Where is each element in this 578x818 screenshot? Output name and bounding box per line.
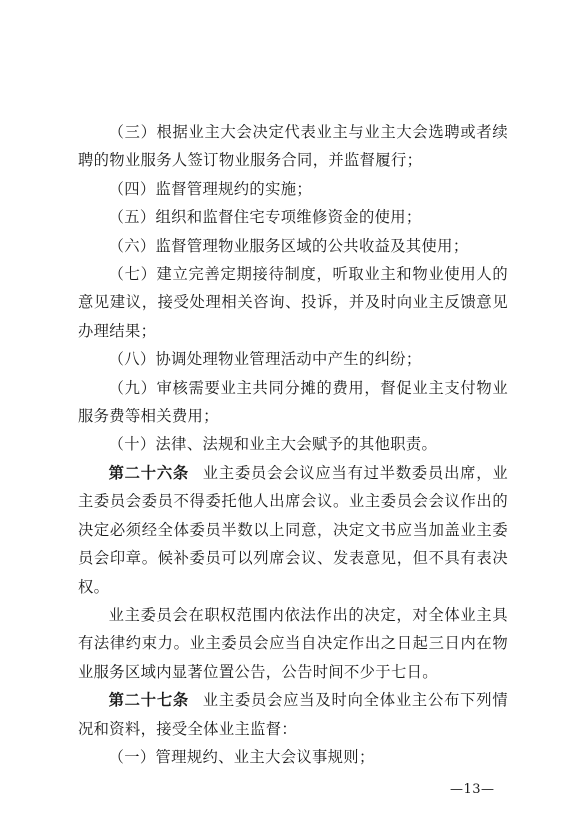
paragraph-text: （八）协调处理物业管理活动中产生的纠纷； bbox=[108, 350, 422, 369]
paragraph bbox=[78, 232, 508, 260]
paragraph-text: （一）管理规约、业主大会议事规则； bbox=[108, 747, 375, 766]
paragraph-text: （九）审核需要业主共同分摊的费用，督促业主支付物业服务费等相关费用； bbox=[78, 378, 508, 426]
paragraph-text: （四）监督管理规约的实施； bbox=[108, 179, 313, 198]
article-number: 第二十七条 bbox=[108, 691, 190, 710]
paragraph bbox=[78, 743, 508, 771]
paragraph bbox=[78, 118, 508, 175]
paragraph-text: （七）建立完善定期接待制度，听取业主和物业使用人的意见建议，接受处理相关咨询、投诉，并及时向业主反馈意见办理结果； bbox=[78, 265, 508, 340]
article-paragraph bbox=[78, 686, 508, 743]
paragraph bbox=[78, 430, 508, 458]
page-number: —13— bbox=[450, 782, 495, 797]
paragraph bbox=[78, 601, 508, 686]
paragraph-text: （十）法律、法规和业主大会赋予的其他职责。 bbox=[108, 435, 438, 454]
article-number: 第二十六条 bbox=[108, 463, 190, 482]
paragraph-text: （五）组织和监督住宅专项维修资金的使用； bbox=[108, 208, 422, 227]
paragraph-text: 业主委员会在职权范围内依法作出的决定，对全体业主具有法律约束力。业主委员会应当自决定作出之日起三日内在物业服务区域内显著位置公告，公告时间不少于七日。 bbox=[78, 605, 508, 681]
paragraph bbox=[78, 203, 508, 231]
paragraph bbox=[78, 260, 508, 345]
paragraph-text: （六）监督管理物业服务区域的公共收益及其使用； bbox=[108, 236, 469, 255]
paragraph-text: 业主委员会应当及时向全体业主公布下列情况和资料，接受全体业主监督： bbox=[78, 691, 508, 738]
paragraph-text: 业主委员会会议应当有过半数委员出席，业主委员会委员不得委托他人出席会议。业主委员会会议作出的决定必须经全体委员半数以上同意，决定文书应当加盖业主委员会印章。候补委员可以列席会议、发表意见，但不具有表决权。 bbox=[78, 463, 508, 596]
document-body bbox=[78, 118, 508, 771]
paragraph bbox=[78, 175, 508, 203]
paragraph-text: （三）根据业主大会决定代表业主与业主大会选聘或者续聘的物业服务人签订物业服务合同，并监督履行； bbox=[78, 123, 508, 170]
paragraph bbox=[78, 345, 508, 373]
article-paragraph bbox=[78, 459, 508, 601]
paragraph bbox=[78, 374, 508, 431]
